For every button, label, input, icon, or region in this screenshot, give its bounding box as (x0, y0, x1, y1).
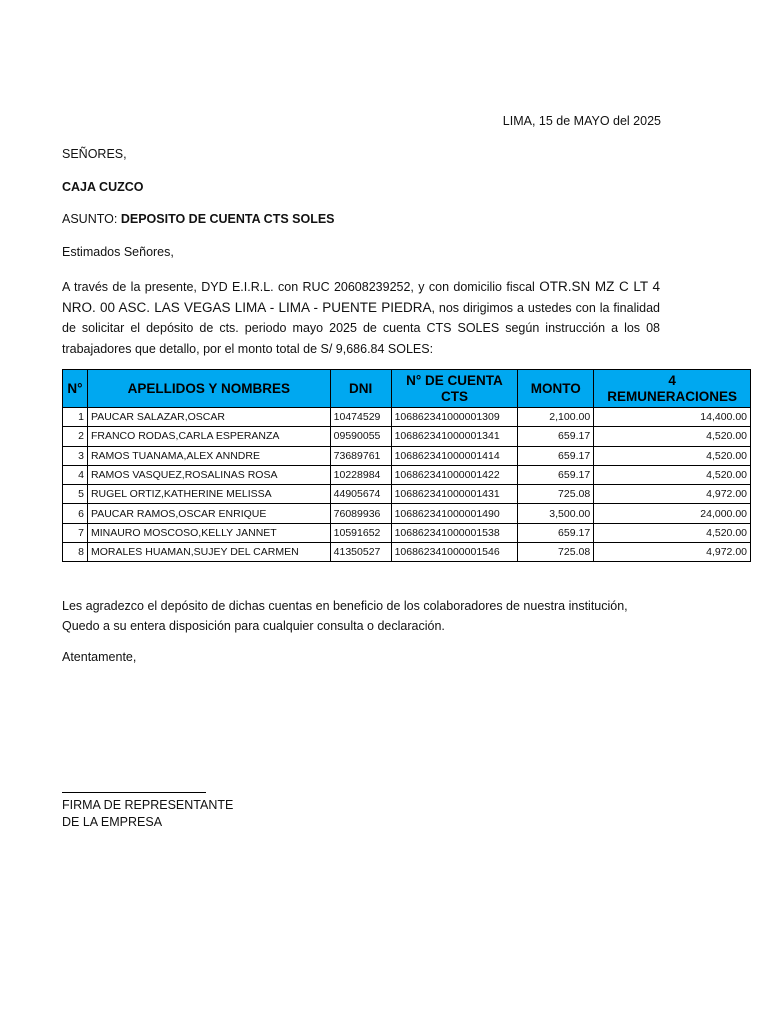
cell-remuneraciones: 24,000.00 (594, 504, 751, 523)
cell-no: 6 (63, 504, 88, 523)
cell-no: 2 (63, 427, 88, 446)
cell-dni: 10474529 (330, 408, 391, 427)
table-row (63, 485, 751, 504)
cell-amount: 659.17 (518, 465, 594, 484)
cell-dni: 10228984 (330, 465, 391, 484)
cell-account: 106862341000001538 (391, 523, 518, 542)
cell-no: 8 (63, 543, 88, 562)
table-row (63, 543, 751, 562)
cell-account: 106862341000001341 (391, 427, 518, 446)
body-paragraph (62, 277, 660, 359)
subject-text: DEPOSITO DE CUENTA CTS SOLES (120, 212, 335, 226)
signature-line-2: DE LA EMPRESA (62, 815, 163, 829)
addressee: SEÑORES, (62, 147, 127, 161)
signature-block (62, 797, 233, 831)
header-remuneraciones (594, 370, 751, 408)
cell-remuneraciones: 4,972.00 (594, 543, 751, 562)
header-amount: MONTO (518, 370, 594, 408)
table-row (63, 446, 751, 465)
table-row (63, 523, 751, 542)
body-part1: A través de la presente, DYD E.I.R.L. con RUC 20608239252, y con domicilio fiscal (62, 280, 540, 294)
header-account: N° DE CUENTA CTS (391, 370, 518, 408)
cell-dni: 73689761 (330, 446, 391, 465)
cell-amount: 2,100.00 (518, 408, 594, 427)
farewell: Atentamente, (62, 650, 137, 664)
signature-line-1: FIRMA DE REPRESENTANTE (62, 798, 234, 812)
cell-name: RAMOS VASQUEZ,ROSALINAS ROSA (87, 465, 330, 484)
workers-table (62, 369, 751, 562)
closing-line-1: Les agradezco el depósito de dichas cuentas en beneficio de los colaboradores de nuestra institución, (62, 599, 628, 613)
cell-dni: 10591652 (330, 523, 391, 542)
cell-dni: 44905674 (330, 485, 391, 504)
header-rem-line2: REMUNERACIONES (607, 388, 737, 404)
cell-amount: 659.17 (518, 427, 594, 446)
cell-amount: 3,500.00 (518, 504, 594, 523)
cell-name: RUGEL ORTIZ,KATHERINE MELISSA (87, 485, 330, 504)
cell-dni: 09590055 (330, 427, 391, 446)
header-rem-line1: 4 (668, 372, 676, 388)
cell-no: 4 (63, 465, 88, 484)
cell-account: 106862341000001546 (391, 543, 518, 562)
cell-amount: 725.08 (518, 543, 594, 562)
cell-dni: 76089936 (330, 504, 391, 523)
header-no: N° (63, 370, 88, 408)
greeting: Estimados Señores, (62, 245, 174, 259)
cell-amount: 659.17 (518, 523, 594, 542)
cell-name: PAUCAR RAMOS,OSCAR ENRIQUE (87, 504, 330, 523)
table-header-row (63, 370, 751, 408)
body-part2: , nos dirigimos a ustedes con la finalidad de solicitar el depósito de cts. periodo mayo 2025 de cuenta CTS SOLES según instrucción a los 08 trabajadores que detallo, por el monto total de S/ 9,686.84 SOLES: (62, 300, 660, 356)
date-line: LIMA, 15 de MAYO del 2025 (502, 114, 661, 128)
cell-name: RAMOS TUANAMA,ALEX ANNDRE (87, 446, 330, 465)
closing-text (62, 596, 628, 636)
cell-no: 7 (63, 523, 88, 542)
header-name: APELLIDOS Y NOMBRES (87, 370, 330, 408)
cell-remuneraciones: 4,520.00 (594, 427, 751, 446)
cell-amount: 659.17 (518, 446, 594, 465)
table-row (63, 427, 751, 446)
subject-label: ASUNTO: (62, 212, 118, 226)
cell-no: 3 (63, 446, 88, 465)
cell-amount: 725.08 (518, 485, 594, 504)
signature-line (62, 792, 206, 793)
cell-name: MINAURO MOSCOSO,KELLY JANNET (87, 523, 330, 542)
table-row (63, 504, 751, 523)
cell-remuneraciones: 4,520.00 (594, 446, 751, 465)
cell-name: PAUCAR SALAZAR,OSCAR (87, 408, 330, 427)
cell-remuneraciones: 4,972.00 (594, 485, 751, 504)
cell-name: FRANCO RODAS,CARLA ESPERANZA (87, 427, 330, 446)
cell-account: 106862341000001422 (391, 465, 518, 484)
cell-account: 106862341000001309 (391, 408, 518, 427)
cell-account: 106862341000001431 (391, 485, 518, 504)
cell-remuneraciones: 4,520.00 (594, 465, 751, 484)
recipient: CAJA CUZCO (62, 180, 144, 194)
cell-dni: 41350527 (330, 543, 391, 562)
cell-remuneraciones: 14,400.00 (594, 408, 751, 427)
header-dni: DNI (330, 370, 391, 408)
fiscal-address: OTR.SN MZ C LT 4 NRO. 00 ASC. LAS VEGAS LIMA - LIMA - PUENTE PIEDRA (62, 279, 660, 315)
cell-account: 106862341000001490 (391, 504, 518, 523)
table-row (63, 408, 751, 427)
cell-no: 1 (63, 408, 88, 427)
cell-account: 106862341000001414 (391, 446, 518, 465)
cell-name: MORALES HUAMAN,SUJEY DEL CARMEN (87, 543, 330, 562)
subject-line (62, 212, 335, 226)
table-row (63, 465, 751, 484)
cell-no: 5 (63, 485, 88, 504)
closing-line-2: Quedo a su entera disposición para cualquier consulta o declaración. (62, 619, 445, 633)
cell-remuneraciones: 4,520.00 (594, 523, 751, 542)
